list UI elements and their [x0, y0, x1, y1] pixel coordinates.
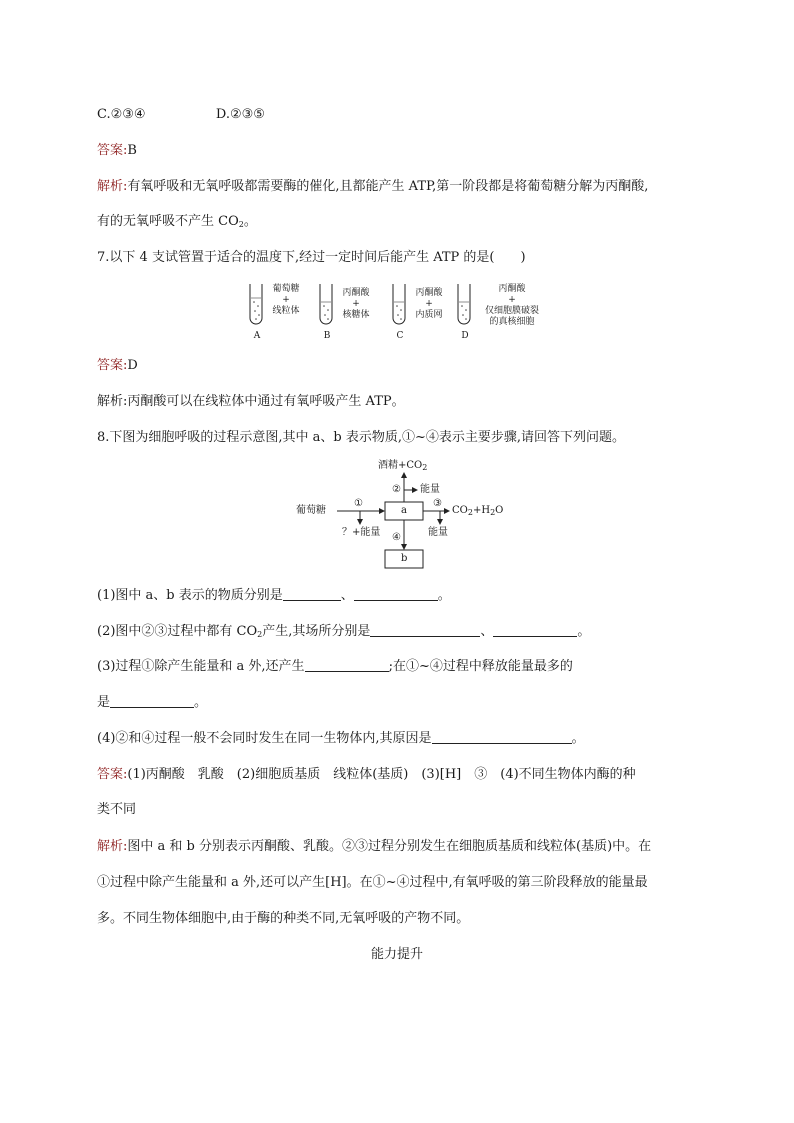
answer-blank[interactable] [370, 622, 480, 637]
answer-value: D [127, 358, 138, 373]
answer-label: 答案: [97, 143, 128, 158]
analysis-text: ①过程中除产生能量和 a 外,还可以产生[H]。在①~④过程中,有氧呼吸的第三阶段释放的能量最 [97, 875, 648, 890]
tube-b-contents: 丙酮酸 + 核糖体 [342, 288, 370, 320]
section-title: 能力提升 [370, 947, 423, 962]
q6-analysis-line2 [97, 213, 257, 234]
co2-h2o-label: $CO_2+H_2O$ [452, 505, 504, 517]
test-tube-figure [240, 280, 560, 344]
question-stem: 7.以下 4 支试管置于适合的温度下,经过一定时间后能产生 ATP 的是( ) [97, 250, 526, 265]
question-stem: 8.下图为细胞呼吸的过程示意图,其中 a、b 表示物质,①~④表示主要步骤,请回答下列问题。 [97, 430, 626, 445]
tube-c-letter: C [396, 331, 404, 341]
answer-value: B [127, 143, 137, 158]
q8-sub3-line2: 是 。 [97, 695, 208, 710]
tube-a-contents: 葡萄糖 + 线粒体 [272, 284, 300, 316]
tube-d-letter: D [461, 331, 469, 341]
energy-label-right: 能量 [428, 527, 448, 538]
analysis-text: 有氧呼吸和无氧呼吸都需要酶的催化,且都能产生 ATP,第一阶段都是将葡萄糖分解为丙酮酸, [127, 179, 649, 194]
answer-label: 答案: [97, 767, 128, 782]
q7-analysis [97, 393, 405, 411]
answer-blank[interactable] [493, 622, 577, 637]
answer-text: (1)丙酮酸 乳酸 (2)细胞质基质 线粒体(基质) (3)[H] ③ (4)不同生物体内酶的种 [127, 767, 636, 782]
q8-analysis-line1 [97, 838, 651, 856]
analysis-text: 多。不同生物体细胞中,由于酶的种类不同,无氧呼吸的产物不同。 [97, 911, 470, 926]
q8-answer-line2 [97, 801, 136, 819]
q8-sub2: (2)图中②③过程中都有 $CO_2$产生,其场所分别是 、 。 [97, 624, 591, 639]
answer-label: 答案: [97, 358, 128, 373]
analysis-label: 解析: [97, 839, 128, 854]
answer-blank[interactable] [354, 586, 438, 601]
step-2-marker: ② [392, 484, 401, 495]
analysis-text: 丙酮酸可以在线粒体中通过有氧呼吸产生 ATP。 [127, 394, 405, 409]
q8-analysis-line3 [97, 910, 469, 928]
q8-stem [97, 429, 625, 447]
analysis-label: 解析: [97, 394, 128, 409]
q6-answer [97, 142, 137, 160]
tube-d-contents: 丙酮酸 + 仅细胞膜破裂 的真核细胞 [484, 284, 539, 327]
analysis-text: 有的无氧呼吸不产生 CO [97, 214, 239, 229]
answer-blank[interactable] [305, 657, 389, 672]
q6-analysis-line1 [97, 178, 648, 196]
subscript: 2 [238, 220, 244, 229]
step-3-marker: ③ [433, 498, 442, 509]
option-d: D.②③⑤ [215, 107, 265, 122]
answer-blank[interactable] [283, 586, 341, 601]
q8-analysis-line2 [97, 874, 648, 892]
glucose-label: 葡萄糖 [296, 505, 326, 516]
q7-answer [97, 357, 138, 375]
alcohol-co2-label: 酒精$+CO_2$ [378, 460, 428, 472]
answer-blank[interactable] [110, 693, 194, 708]
box-b-label: b [401, 553, 408, 564]
q7-stem [97, 249, 526, 267]
tube-b-letter: B [323, 331, 331, 341]
unknown-energy-label: ？+能量 [342, 527, 381, 538]
analysis-label: 解析: [97, 179, 128, 194]
tube-a-letter: A [253, 331, 261, 341]
answer-blank[interactable] [432, 729, 572, 744]
tube-c-contents: 丙酮酸 + 内质网 [415, 288, 443, 320]
q8-answer-line1 [97, 766, 636, 784]
options-line [97, 106, 265, 124]
box-a-label: a [401, 505, 407, 516]
analysis-text: 。 [243, 214, 257, 229]
energy-label-top: 能量 [420, 484, 440, 495]
step-1-marker: ① [354, 498, 363, 509]
q8-sub4: (4)②和④过程一般不会同时发生在同一生物体内,其原因是 。 [97, 731, 585, 746]
analysis-text: 图中 a 和 b 分别表示丙酮酸、乳酸。②③过程分别发生在细胞质基质和线粒体(基质)中。在 [127, 839, 652, 854]
step-4-marker: ④ [392, 532, 401, 543]
q8-sub1: (1)图中 a、b 表示的物质分别是 、 。 [97, 588, 451, 603]
q8-sub3: (3)过程①除产生能量和 a 外,还产生 ;在①~④过程中释放能量最多的 [97, 659, 573, 674]
respiration-diagram [290, 460, 520, 572]
answer-text: 类不同 [97, 802, 137, 817]
option-c: C.②③④ [97, 107, 146, 122]
